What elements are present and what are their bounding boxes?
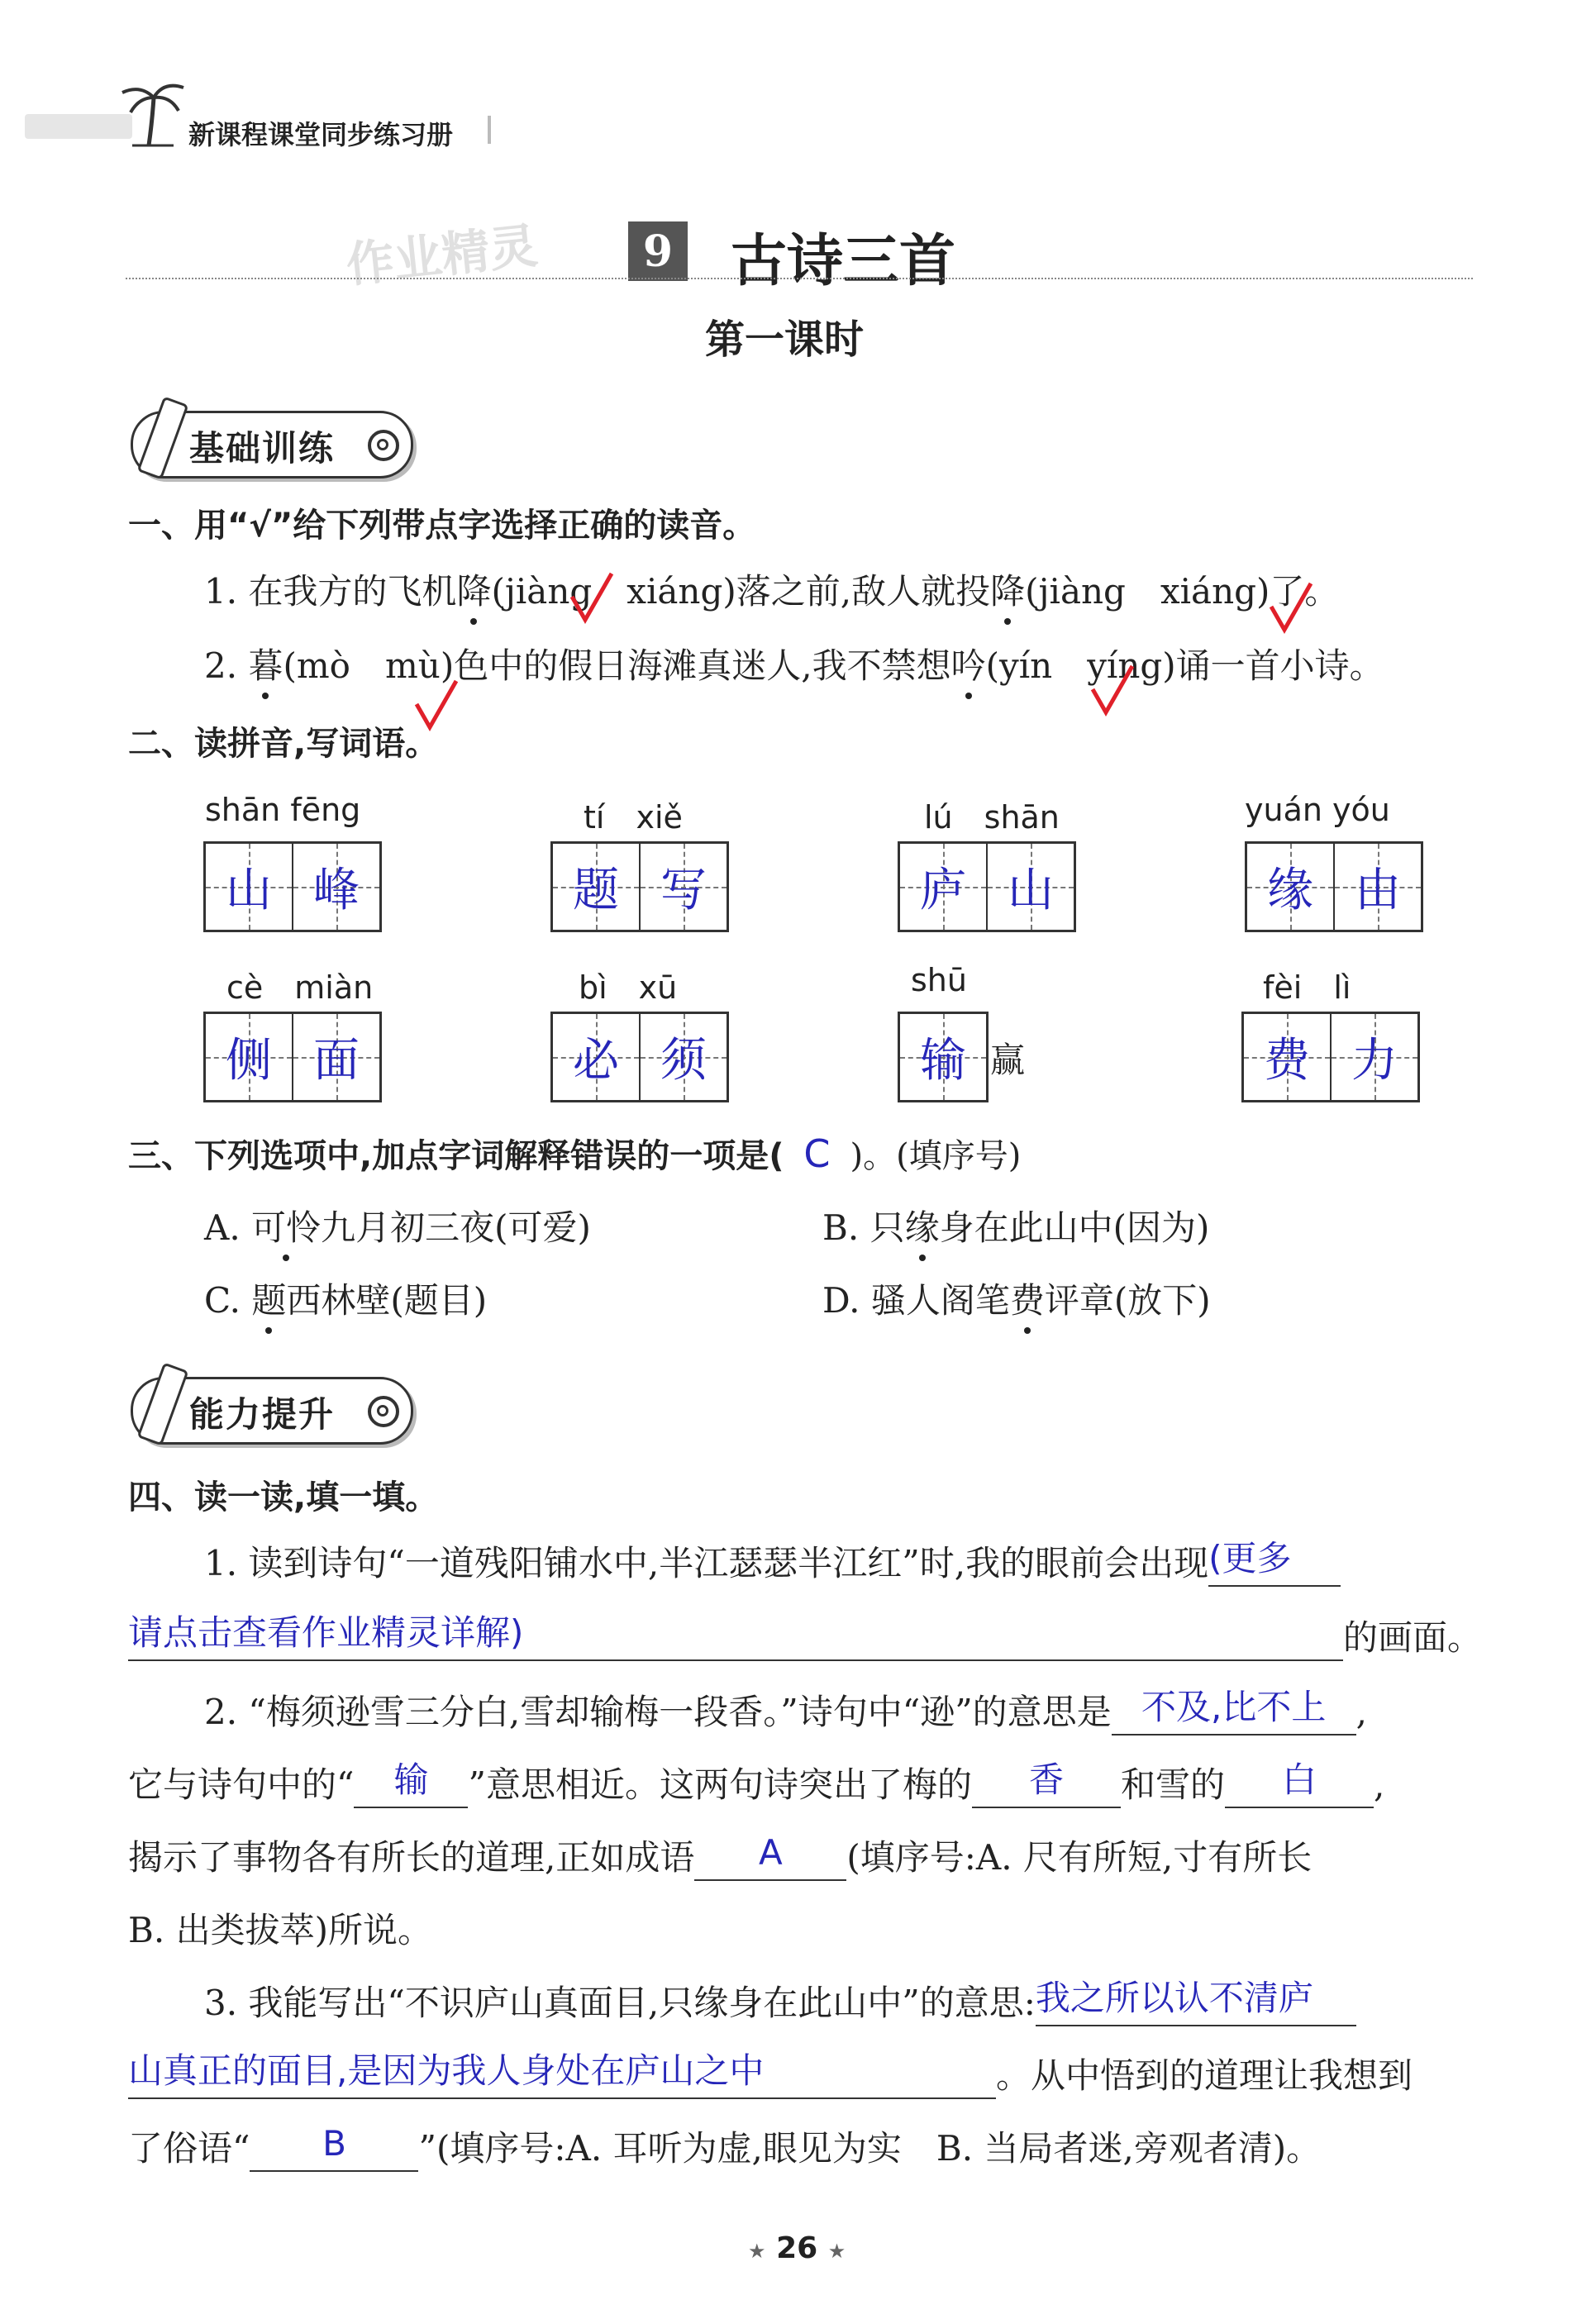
q1-item1: 1. 在我方的飞机降(jiàng xiáng)落之前,敌人就投降(jiàng xiáng)了。 xyxy=(204,571,1340,612)
check-mark-icon xyxy=(1266,578,1316,636)
char-grid xyxy=(898,841,1076,932)
pencil-icon xyxy=(137,1362,189,1445)
q4-s2-line4: B. 出类拔萃)所说。 xyxy=(128,1910,432,1950)
lesson-title: 古诗三首 xyxy=(731,228,956,294)
q4-s2-line3: 揭示了事物各有所长的道理,正如成语 A (填序号:A. 尺有所短,寸有所长 xyxy=(128,1836,1312,1881)
char-cell: 由 xyxy=(1333,844,1421,930)
pinyin: shān fēng xyxy=(205,792,361,828)
dotted-char: 降 xyxy=(456,571,492,612)
q4-title: 四、读一读,填一填。 xyxy=(128,1478,439,1516)
lesson-number-badge xyxy=(628,221,688,281)
ring-icon xyxy=(368,1396,399,1427)
dotted-char: 吟 xyxy=(950,645,986,686)
pinyin: tí xiě xyxy=(584,799,683,836)
q4-s1-line1: 1. 读到诗句“一道残阳铺水中,半江瑟瑟半江红”时,我的眼前会出现(更多 xyxy=(204,1542,1341,1587)
star-icon: ★ xyxy=(827,2240,846,2263)
char-grid xyxy=(1241,1012,1420,1102)
char-grid xyxy=(1245,841,1423,932)
section-basic-title: 基础训练 xyxy=(189,428,336,469)
check-mark-icon xyxy=(1088,661,1137,719)
char-cell: 山 xyxy=(206,844,292,930)
title-rule xyxy=(126,278,1473,279)
q2-title: 二、读拼音,写词语。 xyxy=(128,725,439,763)
dotted-char: 暮 xyxy=(248,645,283,686)
char-grid xyxy=(203,841,382,932)
section-ability-badge xyxy=(131,1377,413,1445)
char-cell: 须 xyxy=(639,1014,727,1100)
char-cell: 输 xyxy=(900,1014,986,1100)
char-cell: 写 xyxy=(639,844,727,930)
char-cell: 侧 xyxy=(206,1014,292,1100)
q3-option-a: A. 可怜九月初三夜(可爱) xyxy=(204,1207,591,1248)
check-mark-icon xyxy=(567,569,617,626)
q4-s3-line1: 3. 我能写出“不识庐山真面目,只缘身在此山中”的意思:我之所以认不清庐 xyxy=(204,1982,1356,2026)
char-grid xyxy=(550,1012,729,1102)
lesson-period: 第一课时 xyxy=(705,317,865,363)
char-cell: 庐 xyxy=(900,844,986,930)
pinyin: bì xū xyxy=(579,969,678,1006)
char-grid xyxy=(203,1012,382,1102)
q1-title: 一、用“√”给下列带点字选择正确的读音。 xyxy=(128,507,756,545)
pencil-icon xyxy=(137,396,189,479)
pinyin: lú shān xyxy=(924,799,1060,836)
char-cell: 山 xyxy=(986,844,1074,930)
char-grid xyxy=(550,841,729,932)
section-basic-badge xyxy=(131,411,413,479)
page-number-footer xyxy=(748,2231,846,2265)
q1-item2: 2. 暮(mò mù)色中的假日海滩真迷人,我不禁想吟(yín yíng)诵一首小诗。 xyxy=(204,645,1384,686)
q4-s3-line3: 了俗语“ B ”(填序号:A. 耳听为虚,眼见为实 B. 当局者迷,旁观者清)。 xyxy=(128,2127,1321,2172)
q3-option-c: C. 题西林壁(题目) xyxy=(204,1280,488,1321)
q3-answer: C xyxy=(803,1131,831,1176)
char-cell: 题 xyxy=(553,844,639,930)
pinyin: cè miàn xyxy=(226,969,374,1006)
q4-s1-line2: 请点击查看作业精灵详解) 的画面。 xyxy=(128,1616,1482,1661)
q4-s2-line1: 2. “梅须逊雪三分白,雪却输梅一段香。”诗句中“逊”的意思是 不及,比不上 , xyxy=(204,1691,1367,1736)
lesson-number: 9 xyxy=(642,226,674,277)
char-cell: 峰 xyxy=(292,844,379,930)
header-divider xyxy=(488,116,491,144)
char-cell: 费 xyxy=(1244,1014,1330,1100)
q3-option-b: B. 只缘身在此山中(因为) xyxy=(822,1207,1210,1248)
pinyin: yuán yóu xyxy=(1245,792,1390,828)
char-cell: 力 xyxy=(1330,1014,1417,1100)
char-cell: 缘 xyxy=(1247,844,1333,930)
pinyin: shū xyxy=(911,962,967,998)
palm-tree-icon xyxy=(116,73,190,147)
q3-option-d: D. 骚人阁笔费评章(放下) xyxy=(822,1280,1211,1321)
watermark: 作业精灵 xyxy=(343,217,541,293)
q3-title: 三、下列选项中,加点字词解释错误的一项是( C )。(填序号) xyxy=(128,1131,1022,1176)
char-cell: 面 xyxy=(292,1014,379,1100)
ring-icon xyxy=(368,430,399,461)
book-title: 新课程课堂同步练习册 xyxy=(188,119,454,150)
dotted-char: 降 xyxy=(990,571,1026,612)
q4-s2-line2: 它与诗句中的“ 输 ”意思相近。这两句诗突出了梅的 香 和雪的 白 , xyxy=(128,1764,1384,1808)
section-ability-title: 能力提升 xyxy=(189,1394,336,1435)
pinyin: fèi lì xyxy=(1263,969,1351,1006)
char-suffix: 赢 xyxy=(990,1040,1026,1080)
page-number: 26 xyxy=(776,2231,818,2265)
q4-s3-line2: 山真正的面目,是因为我人身处在庐山之中 。从中悟到的道理让我想到 xyxy=(128,2055,1413,2099)
star-icon: ★ xyxy=(748,2240,766,2263)
char-cell: 必 xyxy=(553,1014,639,1100)
char-grid xyxy=(898,1012,989,1102)
